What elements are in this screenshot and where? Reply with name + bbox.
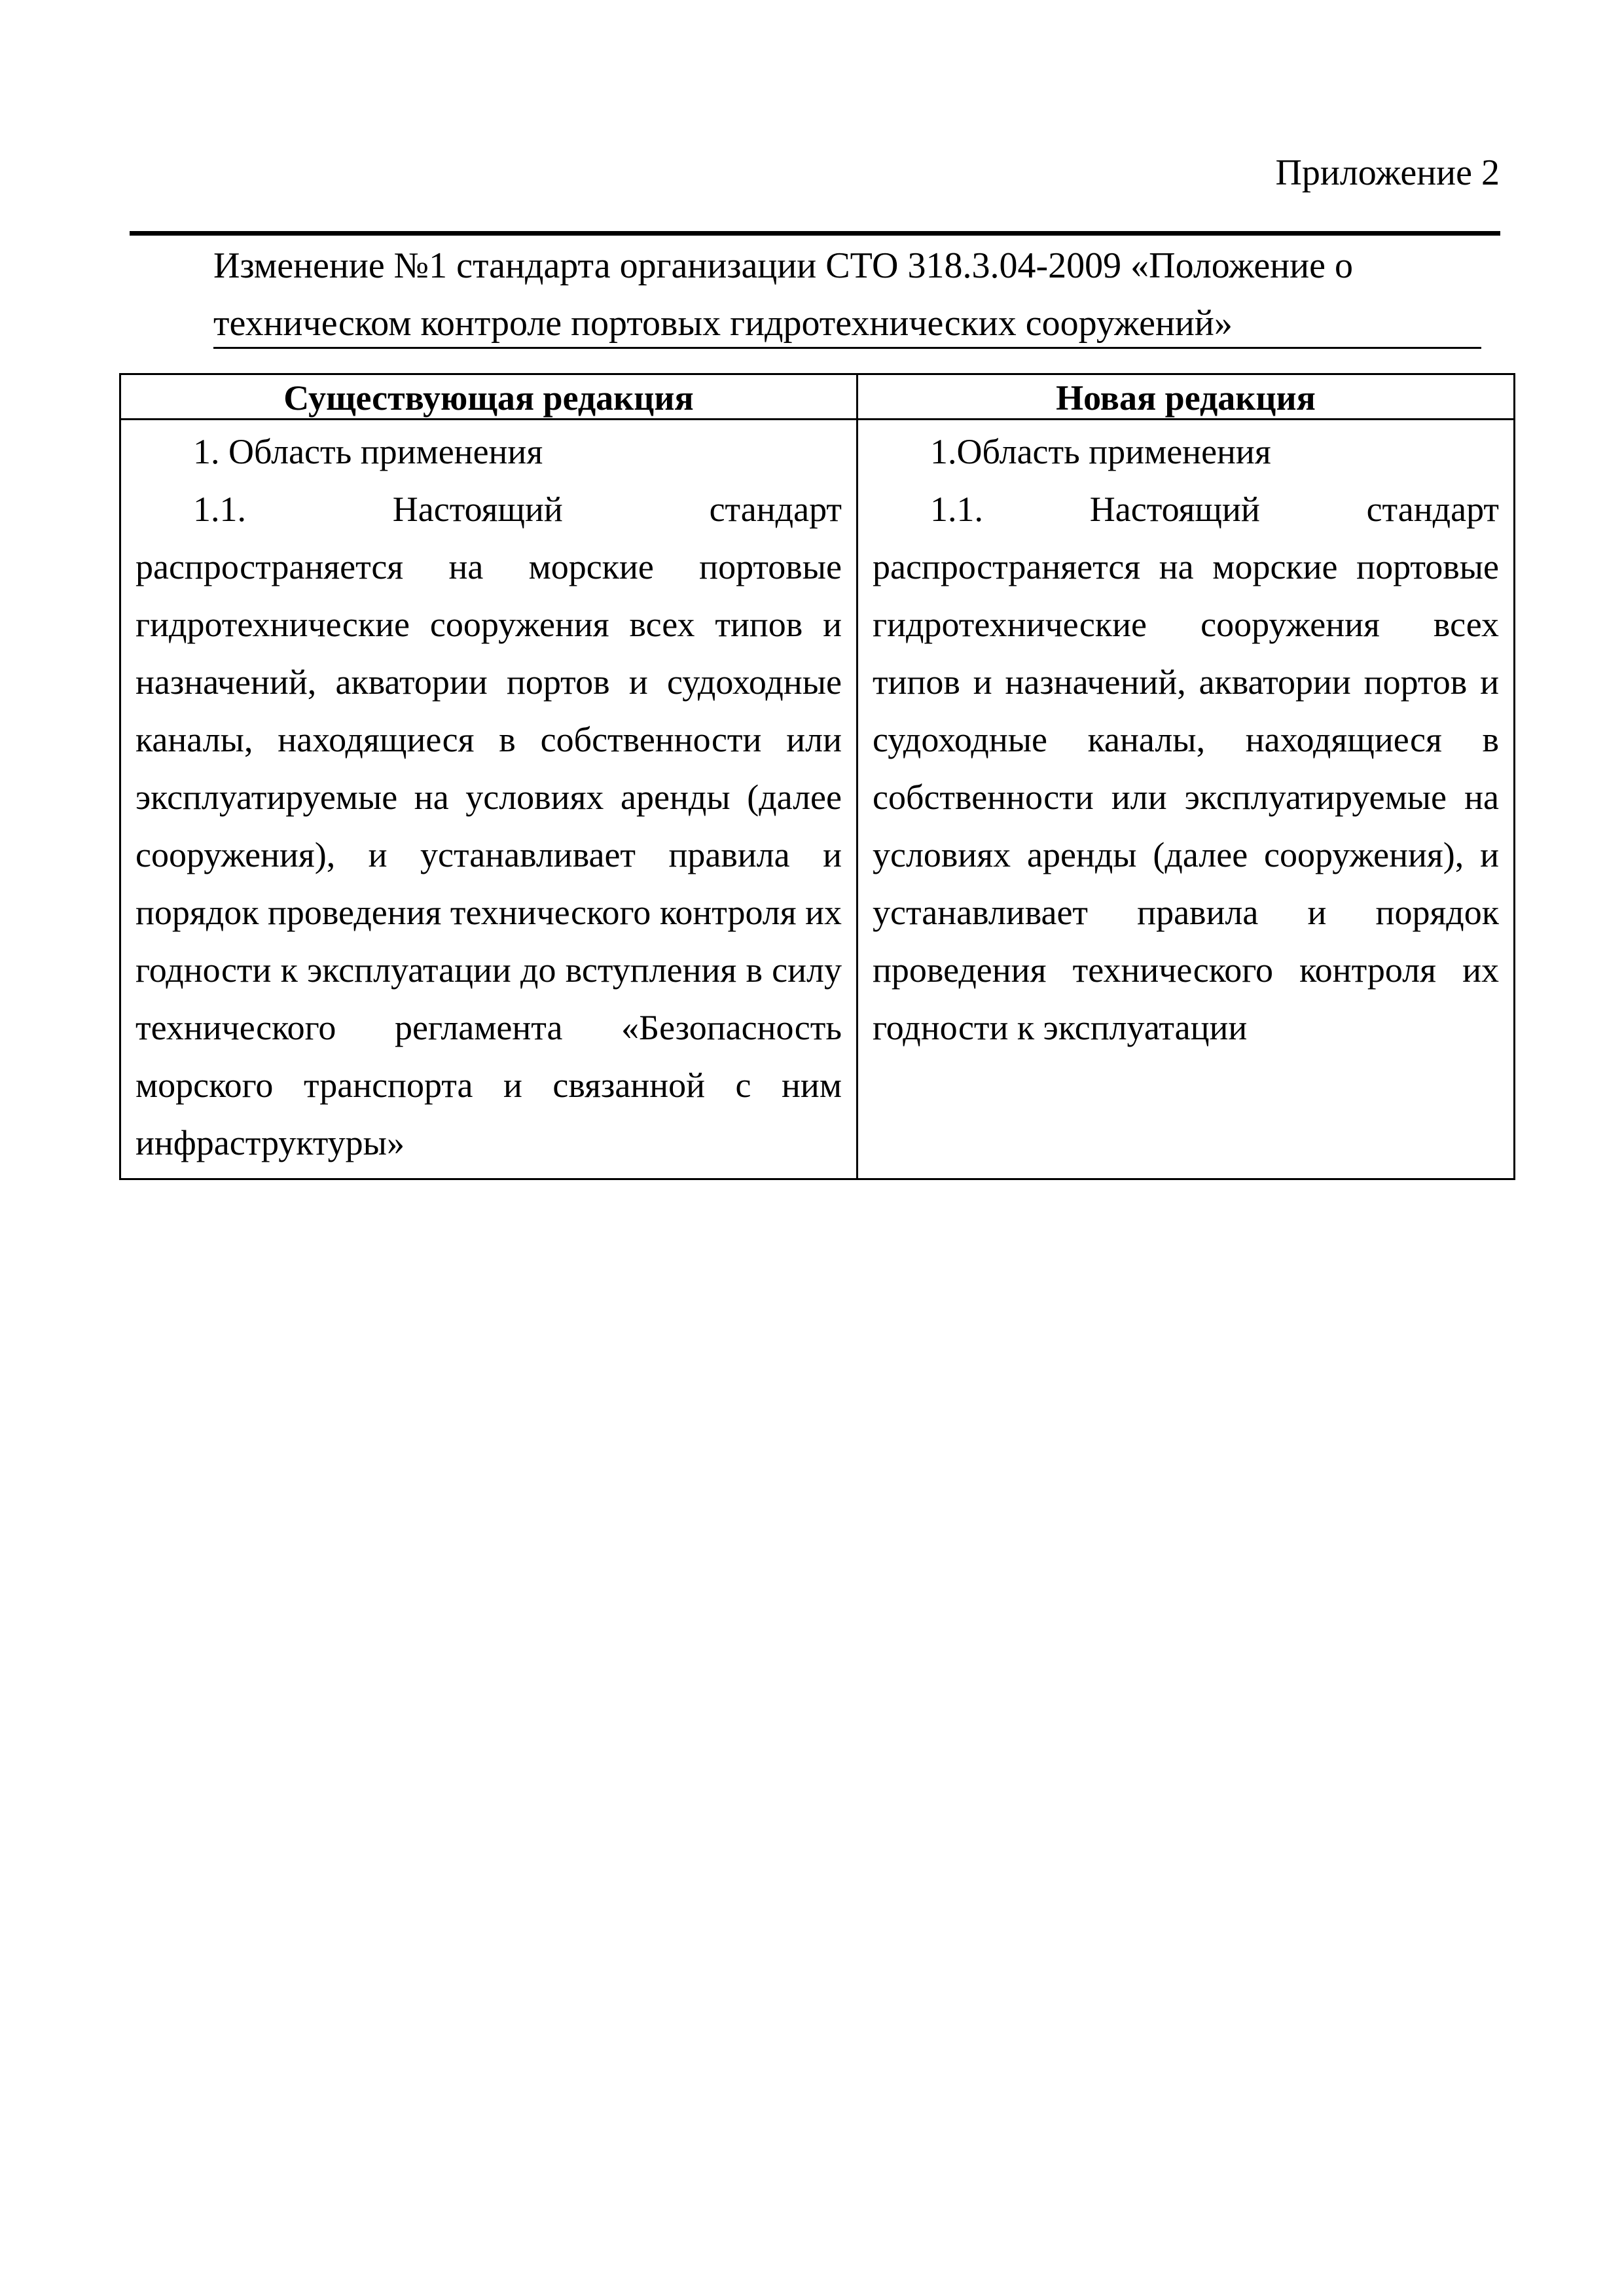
existing-section-title: 1. Область применения — [193, 432, 543, 471]
table-header-row — [120, 374, 1515, 420]
existing-section-text: 1.1. Настоящий стандарт распространяется на морские портовые гидротехнические сооружения всех типов и назначений, акватории портов и судоходные каналы, находящиеся в собственности или эксплуатируемые на условиях аренды (далее сооружения), и устанавливает правила и порядок проведения технического контроля их годности к эксплуатации до вступления в силу технического регламента «Безопасность морского транспорта и связанной с ним инфраструктуры» — [135, 490, 842, 1162]
header-new-edition: Новая редакция — [857, 374, 1515, 420]
new-section-title: 1.Область применения — [930, 432, 1271, 471]
existing-edition-cell — [120, 420, 857, 1179]
document-heading — [213, 237, 1483, 352]
new-edition-cell — [857, 420, 1515, 1179]
heading-line-1: Изменение №1 стандарта организации СТО 318.3.04-2009 «Положение о — [213, 245, 1353, 286]
comparison-table — [119, 373, 1515, 1180]
header-existing-edition: Существующая редакция — [120, 374, 857, 420]
header-rule — [130, 231, 1500, 236]
heading-line-2: техническом контроле портовых гидротехнических сооружений» — [213, 300, 1481, 349]
appendix-label: Приложение 2 — [1275, 152, 1500, 193]
new-section-text: 1.1. Настоящий стандарт распространяется на морские портовые гидротехнические сооружения всех типов и назначений, акватории портов и судоходные каналы, находящиеся в собственности или эксплуатируемые на условиях аренды (далее сооружения), и устанавливает правила и порядок проведения технического контроля их годности к эксплуатации — [873, 490, 1499, 1047]
table-row — [120, 420, 1515, 1179]
